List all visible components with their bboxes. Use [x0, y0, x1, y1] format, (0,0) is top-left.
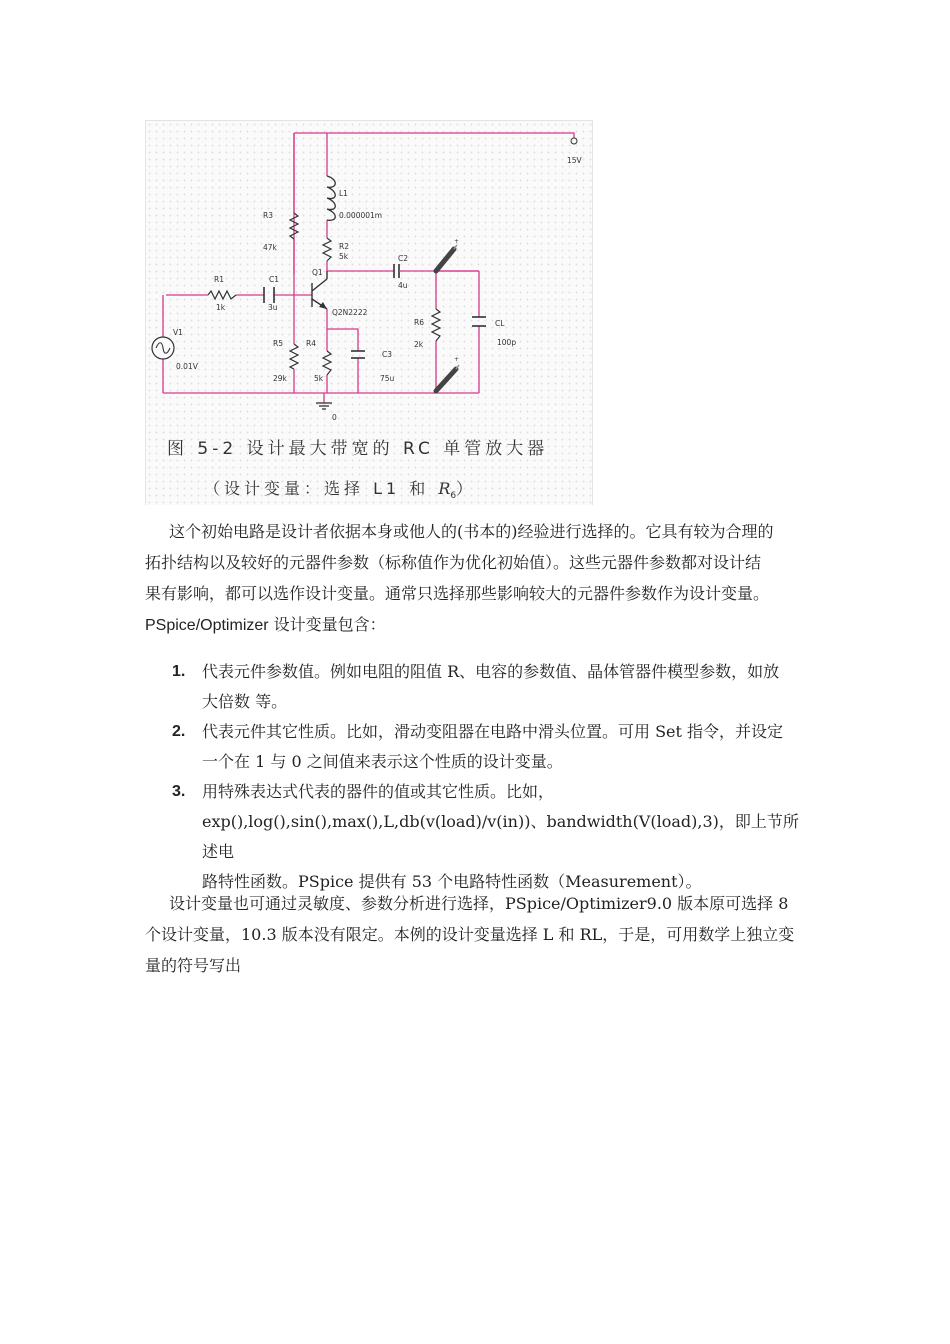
- resistor-r5: [290, 344, 298, 369]
- resistor-r6: [432, 309, 440, 341]
- resistor-r4: [323, 351, 331, 375]
- label-c1: C1: [269, 275, 280, 284]
- label-l1: L1: [339, 189, 348, 198]
- ground-symbol: [316, 403, 332, 409]
- label-vcc: 15V: [567, 156, 582, 165]
- label-r4-value: 5k: [314, 374, 324, 383]
- list-item: 1. 代表元件参数值。例如电阻的阻值 R、电容的参数值、晶体管器件模型参数，如放 大倍数 等。: [172, 662, 780, 711]
- label-r5-value: 29k: [273, 374, 287, 383]
- resistor-r2: [323, 238, 331, 261]
- label-r2: R2: [339, 242, 349, 251]
- probe-top: [436, 238, 459, 271]
- wire-top-rail: [294, 133, 574, 141]
- list-item: 2. 代表元件其它性质。比如，滑动变阻器在电路中滑头位置。可用 Set 指令，并设定 一个在 1 与 0 之间值来表示这个性质的设计变量。: [172, 722, 784, 771]
- label-ground: 0: [332, 413, 337, 422]
- resistor-r1: [208, 291, 236, 299]
- label-c3: C3: [382, 350, 393, 359]
- label-q1: Q1: [312, 268, 323, 277]
- inductor-l1: [327, 176, 335, 220]
- label-v1-value: 0.01V: [176, 362, 198, 371]
- label-r6-value: 2k: [414, 340, 424, 349]
- label-c2: C2: [398, 254, 409, 263]
- vcc-terminal: [571, 138, 577, 144]
- label-r6: R6: [414, 318, 424, 327]
- label-c2-value: 4u: [398, 281, 408, 290]
- label-r1: R1: [214, 275, 224, 284]
- label-r5: R5: [273, 339, 283, 348]
- figure-caption-subtitle: （设计变量：选择 L1 和 $R_6$）: [204, 479, 477, 502]
- label-r1-value: 1k: [216, 303, 226, 312]
- label-c1-value: 3u: [268, 303, 278, 312]
- label-c3-value: 75u: [380, 374, 395, 383]
- design-variable-list: [145, 657, 805, 897]
- figure-caption: 图 5-2 设计最大带宽的 RC 单管放大器: [167, 439, 549, 459]
- label-r2-value: 5k: [339, 252, 349, 261]
- circuit-figure: [145, 120, 593, 505]
- label-cl: CL: [495, 319, 505, 328]
- svg-text:+: +: [454, 356, 460, 363]
- probe-bottom: [436, 356, 459, 391]
- label-r3-value: 47k: [263, 243, 277, 252]
- list-item: 3. 用特殊表达式代表的器件的值或其它性质。比如， exp(),log(),sin(),max(),L,db(v(load)/v(in))、bandwidth(V(load),3)，即上节所述电 路特性函数。PSpice 提供有 53 个电路特性函数（Measurement）。: [172, 782, 799, 891]
- label-cl-value: 100p: [497, 338, 517, 347]
- label-l1-value: 0.000001m: [339, 211, 383, 220]
- label-v1: V1: [173, 328, 183, 337]
- label-r4: R4: [306, 339, 316, 348]
- label-r3: R3: [263, 211, 273, 220]
- label-q1-model: Q2N2222: [332, 308, 368, 317]
- paragraph-intro: 这个初始电路是设计者依据本身或他人的(书本的)经验进行选择的。它具有较为合理的 拓扑结构以及较好的元器件参数（标称值作为优化初始值）。这些元器件参数都对设计结 果有影响，都可以选作设计变量。通常只选择那些影响较大的元器件参数作为设计变量。 PSpice/Optimizer 设计变量包含：: [145, 522, 774, 634]
- svg-text:+: +: [454, 238, 460, 245]
- paragraph-conclusion: 设计变量也可通过灵敏度、参数分析进行选择，PSpice/Optimizer9.0 版本原可选择 8 个设计变量，10.3 版本没有限定。本例的设计变量选择 L 和 RL，于是，可用数学上独立变 量的符号写出: [145, 894, 795, 975]
